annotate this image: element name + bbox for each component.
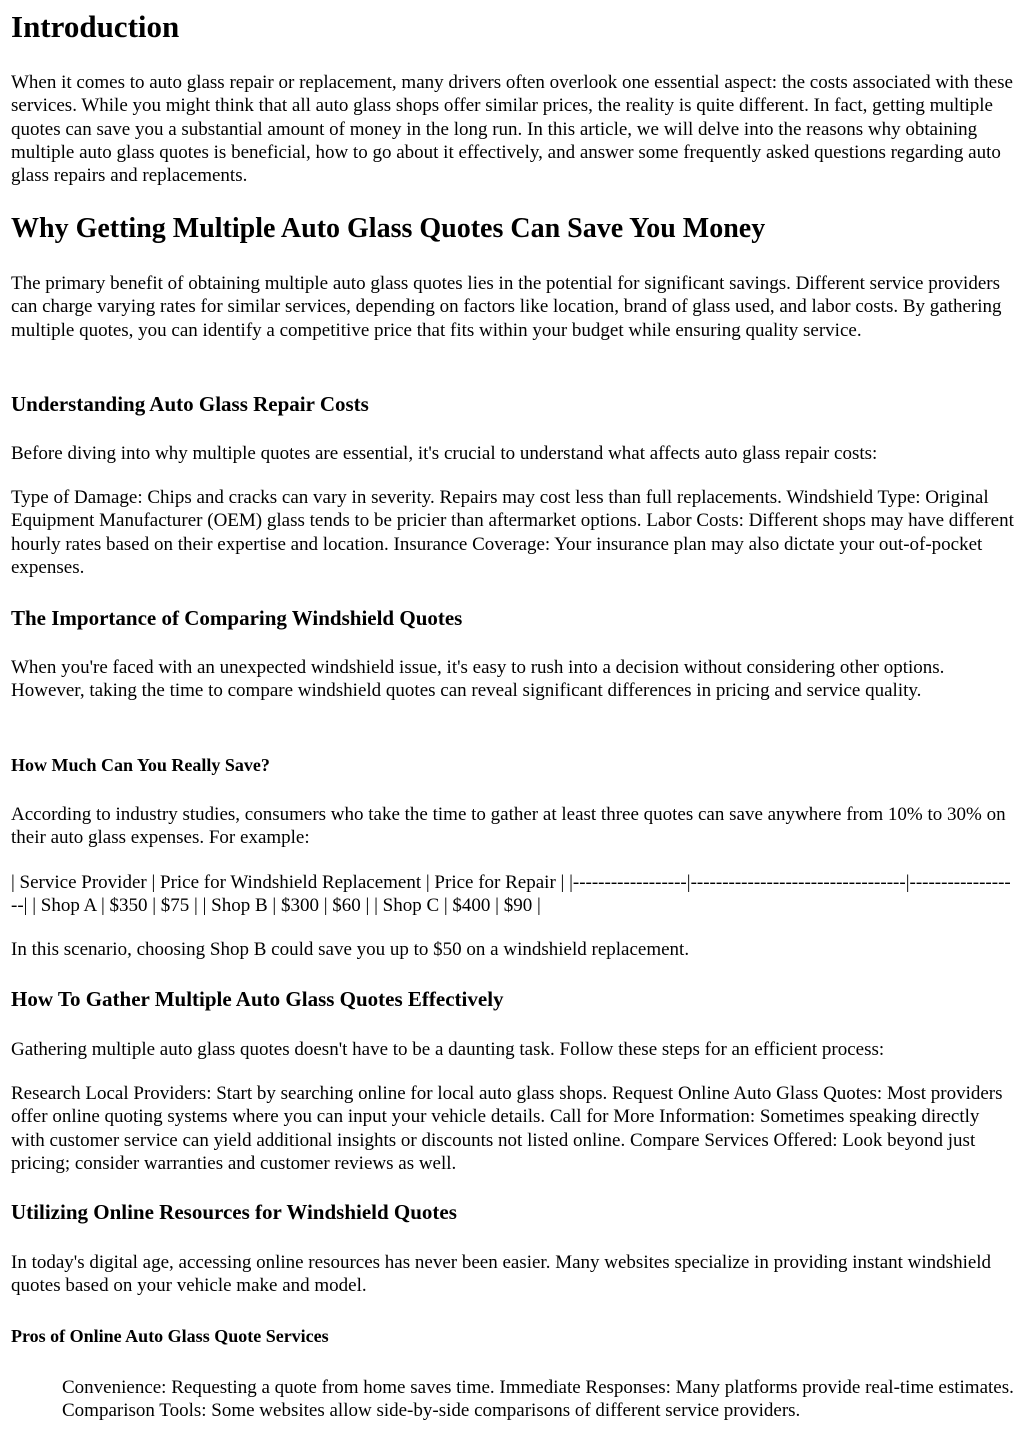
intro-paragraph: When it comes to auto glass repair or replacement, many drivers often overlook one essential aspect: the costs associated with these services. While you might think that all auto glass shops offer similar prices, the reality is quite different. In fact, getting multiple quotes can save you a substantial amount of money in the long run. In this article, we will delve into the reasons why obtaining multiple auto glass quotes is beneficial, how to go about it effectively, and answer some frequently asked questions regarding auto glass repairs and replacements. — [11, 72, 1013, 187]
intro-heading: Introduction — [11, 9, 180, 44]
save-paragraph: According to industry studies, consumers who take the time to gather at least three quotes can save anywhere from 10% to 30% on their auto glass expenses. For example: — [11, 804, 1006, 849]
online-paragraph: In today's digital age, accessing online resources has never been easier. Many websites specialize in providing instant windshield quotes based on your vehicle make and model. — [11, 1252, 992, 1297]
gather-steps: Research Local Providers: Start by searching online for local auto glass shops. Request Online Auto Glass Quotes: Most providers offer online quoting systems where you can input your vehicle details. Call for More Information: Sometimes speaking directly with customer service can yield additional insights or discounts not listed online. Compare Services Offered: Look beyond just pricing; consider warranties and customer reviews as well. — [11, 1083, 1003, 1174]
scenario-paragraph: In this scenario, choosing Shop B could save you up to $50 on a windshield replacement. — [11, 939, 690, 960]
gather-intro: Gathering multiple auto glass quotes doesn't have to be a daunting task. Follow these steps for an efficient process: — [11, 1039, 885, 1060]
gather-heading: How To Gather Multiple Auto Glass Quotes Effectively — [11, 987, 504, 1011]
why-paragraph: The primary benefit of obtaining multiple auto glass quotes lies in the potential for significant savings. Different service providers can charge varying rates for similar services, depending on factors like location, brand of glass used, and labor costs. By gathering multiple quotes, you can identify a competitive price that fits within your budget while ensuring quality service. — [11, 273, 1002, 341]
compare-paragraph: When you're faced with an unexpected windshield issue, it's easy to rush into a decision without considering other options. However, taking the time to compare windshield quotes can reveal significant differences in pricing and service quality. — [11, 657, 945, 702]
save-heading: How Much Can You Really Save? — [11, 755, 270, 775]
costs-intro: Before diving into why multiple quotes are essential, it's crucial to understand what affects auto glass repair costs: — [11, 443, 878, 464]
online-heading: Utilizing Online Resources for Windshield Quotes — [11, 1200, 457, 1224]
pros-heading: Pros of Online Auto Glass Quote Services — [11, 1326, 329, 1346]
costs-heading: Understanding Auto Glass Repair Costs — [11, 392, 369, 416]
compare-heading: The Importance of Comparing Windshield Quotes — [11, 606, 463, 630]
price-table-text: | Service Provider | Price for Windshield Replacement | Price for Repair | |------------------|----------------------------------|------------------| | Shop A | $350 | $75 | | Shop B | $300 | $60 | | Shop C | $400 | $90 | — [11, 872, 1011, 917]
why-heading: Why Getting Multiple Auto Glass Quotes Can Save You Money — [11, 213, 766, 244]
pros-list: Convenience: Requesting a quote from home saves time. Immediate Responses: Many platforms provide real-time estimates. Comparison Tools: Some websites allow side-by-side comparisons of different service providers. — [62, 1377, 1014, 1422]
costs-factors: Type of Damage: Chips and cracks can vary in severity. Repairs may cost less than full replacements. Windshield Type: Original Equipment Manufacturer (OEM) glass tends to be pricier than aftermarket options. Labor Costs: Different shops may have different hourly rates based on their expertise and location. Insurance Coverage: Your insurance plan may also dictate your out-of-pocket expenses. — [11, 487, 1014, 578]
